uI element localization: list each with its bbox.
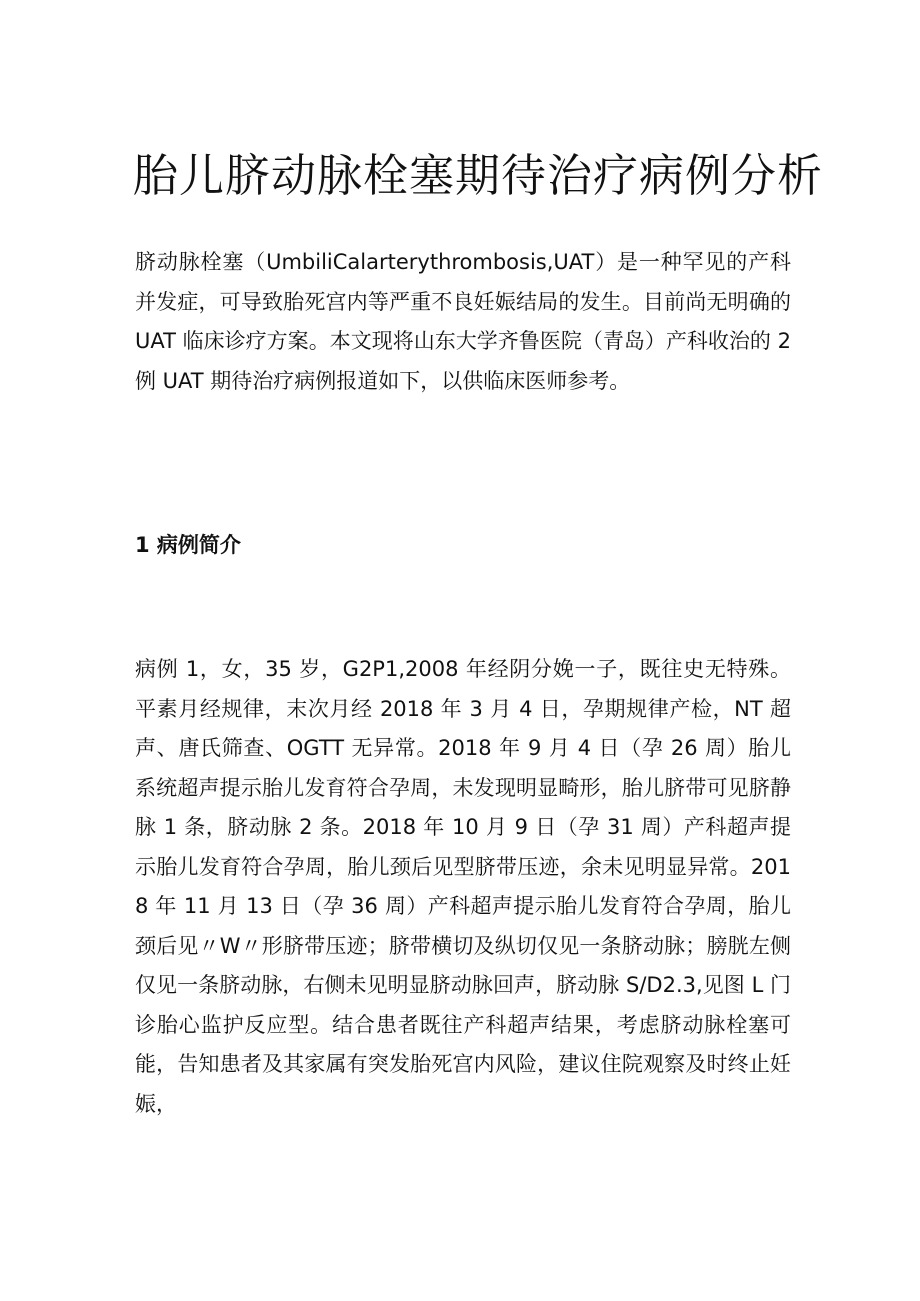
intro-paragraph: 脐动脉栓塞（UmbiliCalarterythrombosis,UAT）是一种罕见的产科并发症，可导致胎死宫内等严重不良妊娠结局的发生。目前尚无明确的 UAT 临床诊疗方案。本文现将山东大学齐鲁医院（青岛）产科收治的 2 例 UAT 期待治疗病例报道如下，以供临床医师参考。 [135,250,791,393]
document-title: 胎儿脐动脉栓塞期待治疗病例分析 [133,149,824,202]
case-paragraph: 病例 1，女，35 岁，G2P1,2008 年经阴分娩一子，既往史无特殊。平素月经规律，末次月经 2018 年 3 月 4 日，孕期规律产检，NT 超声、唐氏筛查、OGTT 无异常。2018 年 9 月 4 日（孕 26 周）胎儿系统超声提示胎儿发育符合孕周，未发现明显畸形，胎儿脐带可见脐静脉 1 条，脐动脉 2 条。2018 年 10 月 9 日（孕 31 周）产科超声提示胎儿发育符合孕周，胎儿颈后见型脐带压迹，余未见明显异常。2018 年 11 月 13 日（孕 36 周）产科超声提示胎儿发育符合孕周，胎儿颈后见〃W〃形脐带压迹；脐带横切及纵切仅见一条脐动脉；膀胱左侧仅见一条脐动脉，右侧未见明显脐动脉回声，脐动脉 S/D2.3,见图 L 门诊胎心监护反应型。结合患者既往产科超声结果，考虑脐动脉栓塞可能，告知患者及其家属有突发胎死宫内风险，建议住院观察及时终止妊娠， [135,657,791,1116]
section-heading: 1 病例简介 [135,533,241,557]
